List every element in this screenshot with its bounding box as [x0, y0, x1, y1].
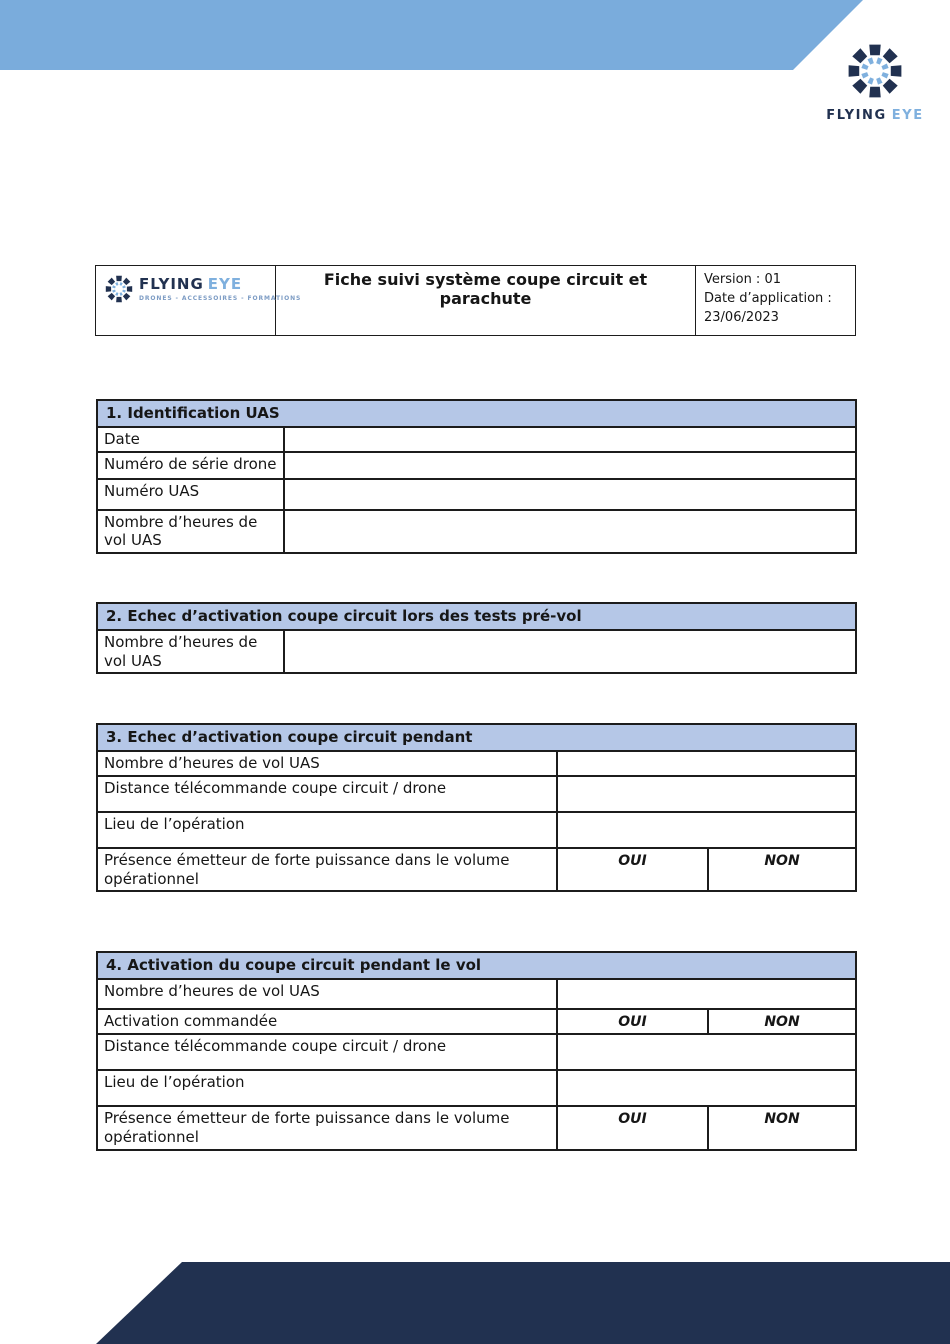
row-label: Nombre d’heures de vol UAS	[97, 751, 557, 776]
table-row	[97, 1070, 856, 1106]
input-cell	[284, 510, 856, 554]
section-2-echec-prevol-table	[96, 602, 857, 674]
input-cell	[557, 751, 856, 776]
section-1-identification-table	[96, 399, 857, 554]
document-title: Fiche suivi système coupe circuit et parachute	[276, 266, 696, 336]
version-line: Version : 01	[704, 272, 781, 287]
logo-tagline: DRONES - ACCESSOIRES - FORMATIONS	[139, 294, 302, 302]
table-row	[97, 1034, 856, 1070]
document-header-table	[95, 265, 856, 336]
version-info-cell	[696, 266, 856, 336]
table-row	[97, 979, 856, 1009]
input-cell	[284, 427, 856, 452]
table-row	[97, 812, 856, 848]
row-label: Lieu de l’opération	[97, 812, 557, 848]
section-4-activation-table	[96, 951, 857, 1151]
input-cell	[557, 776, 856, 812]
section-3-title: 3. Echec d’activation coupe circuit pendant	[97, 724, 856, 751]
flying-eye-emblem-icon	[104, 272, 134, 306]
table-row	[97, 452, 856, 479]
table-row	[97, 1106, 856, 1150]
row-label: Numéro de série drone	[97, 452, 284, 479]
table-row	[97, 630, 856, 674]
input-cell	[284, 630, 856, 674]
top-banner	[0, 0, 870, 70]
row-label: Nombre d’heures de vol UAS	[97, 979, 557, 1009]
logo-wordmark-eye: EYE	[207, 275, 243, 294]
logo-wordmark-eye: EYE	[891, 108, 924, 123]
section-3-echec-pendant-table	[96, 723, 857, 892]
input-cell	[557, 1070, 856, 1106]
date-application-value: 23/06/2023	[704, 309, 779, 325]
flying-eye-emblem-icon	[845, 38, 905, 104]
choice-non: NON	[708, 1106, 856, 1150]
table-row	[97, 510, 856, 554]
input-cell	[557, 979, 856, 1009]
section-1-title: 1. Identification UAS	[97, 400, 856, 427]
input-cell	[284, 452, 856, 479]
section-4-title: 4. Activation du coupe circuit pendant le vol	[97, 952, 856, 979]
logo-wordmark-flying: FLYING	[139, 275, 204, 294]
row-label: Activation commandée	[97, 1009, 557, 1035]
table-row	[97, 776, 856, 812]
input-cell	[557, 1034, 856, 1070]
input-cell	[557, 812, 856, 848]
section-2-title: 2. Echec d’activation coupe circuit lors des tests pré-vol	[97, 603, 856, 630]
row-label: Date	[97, 427, 284, 452]
table-row	[97, 1009, 856, 1035]
choice-oui: OUI	[557, 1009, 708, 1035]
logo-wordmark	[822, 108, 928, 123]
flying-eye-logo	[822, 38, 928, 123]
input-cell	[284, 479, 856, 510]
bottom-banner	[0, 1262, 950, 1344]
choice-non: NON	[708, 1009, 856, 1035]
logo-wordmark-small	[139, 276, 301, 293]
table-row	[97, 479, 856, 510]
row-label: Distance télécommande coupe circuit / drone	[97, 1034, 557, 1070]
logo-wordmark-flying: FLYING	[826, 108, 887, 123]
row-label: Numéro UAS	[97, 479, 284, 510]
table-row	[97, 427, 856, 452]
row-label: Nombre d’heures de vol UAS	[97, 510, 284, 554]
row-label: Présence émetteur de forte puissance dans le volume opérationnel	[97, 1106, 557, 1150]
row-label: Nombre d’heures de vol UAS	[97, 630, 284, 674]
header-logo-cell	[96, 266, 302, 336]
row-label: Présence émetteur de forte puissance dans le volume opérationnel	[97, 848, 557, 892]
date-application-label: Date d’application :	[704, 290, 832, 306]
choice-non: NON	[708, 848, 856, 892]
row-label: Distance télécommande coupe circuit / drone	[97, 776, 557, 812]
choice-oui: OUI	[557, 1106, 708, 1150]
choice-oui: OUI	[557, 848, 708, 892]
row-label: Lieu de l’opération	[97, 1070, 557, 1106]
table-row	[97, 848, 856, 892]
table-row	[97, 751, 856, 776]
